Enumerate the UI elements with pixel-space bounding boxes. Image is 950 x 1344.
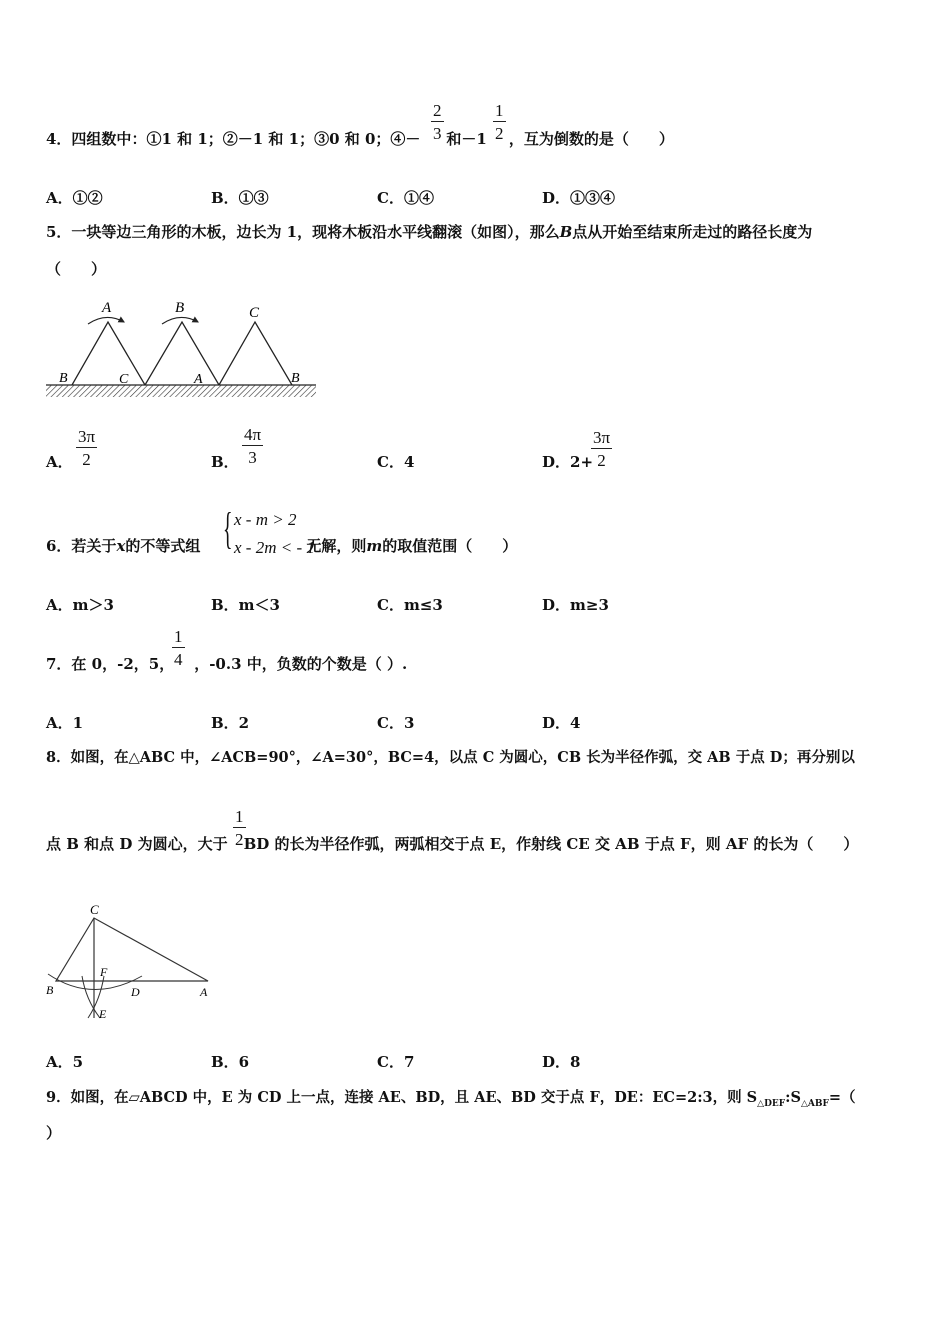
triangle-3 xyxy=(219,322,292,385)
q6-option-b[interactable]: B．m＜3 xyxy=(211,596,280,614)
q8-stem-line2: 点 B 和点 D 为圆心，大于 BD 的长为半径作弧，两弧相交于点 E，作射线 CE 交 AB 于点 F，则 AF 的长为（ ） xyxy=(46,835,859,853)
arc-centered-c xyxy=(48,974,142,990)
q5-option-a[interactable]: A． xyxy=(46,453,73,471)
q8-fraction-one-half: $\frac{1}{2}$ xyxy=(235,807,244,849)
q5-stem: 5．一块等边三角形的木板，边长为 1，现将木板沿水平线翻滚（如图），那么B点从开始至结束所走过的路径长度为 xyxy=(46,223,813,241)
q8-stem-line1: 8．如图，在△ABC 中，∠ACB=90°，∠A=30°，BC=4，以点 C 为圆心，CB 长为半径作弧，交 AB 于点 D；再分别以 xyxy=(46,749,855,766)
q4-option-d[interactable]: D．①③④ xyxy=(542,189,616,207)
q6-stem: 6．若关于x的不等式组 无解，则m的取值范围（ ） xyxy=(46,537,518,555)
arc-centered-b xyxy=(82,976,100,1018)
q4-fraction-one-half: $\frac{1}{2}$ xyxy=(495,101,504,143)
fig5-label-a-top: A xyxy=(102,300,112,316)
fig8-label-c: C xyxy=(90,902,99,917)
q5-option-a-fraction: $\frac{3\pi}{2}$ xyxy=(78,427,96,469)
q8-option-b[interactable]: B．6 xyxy=(211,1053,250,1071)
triangle-2 xyxy=(145,322,219,385)
q6-option-c[interactable]: C．m≤3 xyxy=(377,596,443,614)
q7-option-a[interactable]: A．1 xyxy=(46,714,84,732)
q8-triangle-construction-figure xyxy=(42,900,217,1030)
q5-answer-paren: （ ） xyxy=(46,260,107,278)
fig5-label-b-top: B xyxy=(175,300,185,316)
fig5-label-a-bottom: A xyxy=(194,372,203,387)
fig8-label-b: B xyxy=(46,983,54,997)
q4-option-b[interactable]: B．①③ xyxy=(211,189,269,207)
q5-rolling-triangle-figure xyxy=(44,296,319,406)
rotation-arrow-1 xyxy=(88,317,124,324)
q4-text-a: 4．四组数中：①1 和 1；②－1 和 1；③0 和 0；④－ xyxy=(46,130,421,148)
q4-text-c: ，互为倒数的是（ ） xyxy=(508,130,674,148)
q5-option-c[interactable]: C．4 xyxy=(377,453,415,471)
ground-hatching xyxy=(46,385,316,397)
q4-stem xyxy=(46,128,674,149)
triangle-1 xyxy=(72,322,145,385)
q5-option-b[interactable]: B． xyxy=(211,453,239,471)
q5-option-b-fraction: $\frac{4\pi}{3}$ xyxy=(244,425,262,467)
fig5-label-b-left: B xyxy=(59,371,68,386)
q4-option-c[interactable]: C．①④ xyxy=(377,189,434,207)
q7-option-c[interactable]: C．3 xyxy=(377,714,415,732)
fig5-label-c-top: C xyxy=(249,305,260,321)
q4-option-a[interactable]: A．①② xyxy=(46,189,103,207)
q4-fraction-two-thirds: $\frac{2}{3}$ xyxy=(433,101,442,143)
q8-option-c[interactable]: C．7 xyxy=(377,1053,415,1071)
q7-fraction-one-quarter: $\frac{1}{4}$ xyxy=(174,627,183,669)
q6-system-brace: { xyxy=(223,504,233,553)
q7-stem: 7．在 0，-2，5， ，-0.3 中，负数的个数是（ ）. xyxy=(46,655,408,673)
fig8-label-f: F xyxy=(100,965,108,979)
q6-option-a[interactable]: A．m＞3 xyxy=(46,596,114,614)
fig8-label-e: E xyxy=(99,1007,107,1021)
q6-inequality-1: x - m > 2 xyxy=(234,510,297,529)
fig5-label-b-right: B xyxy=(291,371,300,386)
fig8-label-a: A xyxy=(200,985,208,999)
q9-stem-line1: 9．如图，在▱ABCD 中，E 为 CD 上一点，连接 AE、BD，且 AE、BD 交于点 F，DE：EC=2:3，则 $S_{\triangle DEF}:S_{\triangle ABF}=$（ xyxy=(46,1089,856,1109)
q7-option-d[interactable]: D．4 xyxy=(542,714,581,732)
q8-option-a[interactable]: A．5 xyxy=(46,1053,84,1071)
q6-inequality-2: x - 2m < - 1 xyxy=(234,538,315,557)
q8-option-d[interactable]: D．8 xyxy=(542,1053,581,1071)
q9-stem-line2: ） xyxy=(46,1124,62,1142)
triangle-abc xyxy=(56,918,208,981)
fig5-label-c-bottom: C xyxy=(119,372,129,387)
q4-text-b: 和－1 xyxy=(446,130,487,148)
q7-option-b[interactable]: B．2 xyxy=(211,714,250,732)
rotation-arrow-2 xyxy=(162,317,198,324)
q5-option-d-fraction: $\frac{3\pi}{2}$ xyxy=(593,428,611,470)
fig8-label-d: D xyxy=(131,985,140,999)
q5-option-d[interactable]: D．2+ xyxy=(542,453,594,471)
q6-option-d[interactable]: D．m≥3 xyxy=(542,596,609,614)
